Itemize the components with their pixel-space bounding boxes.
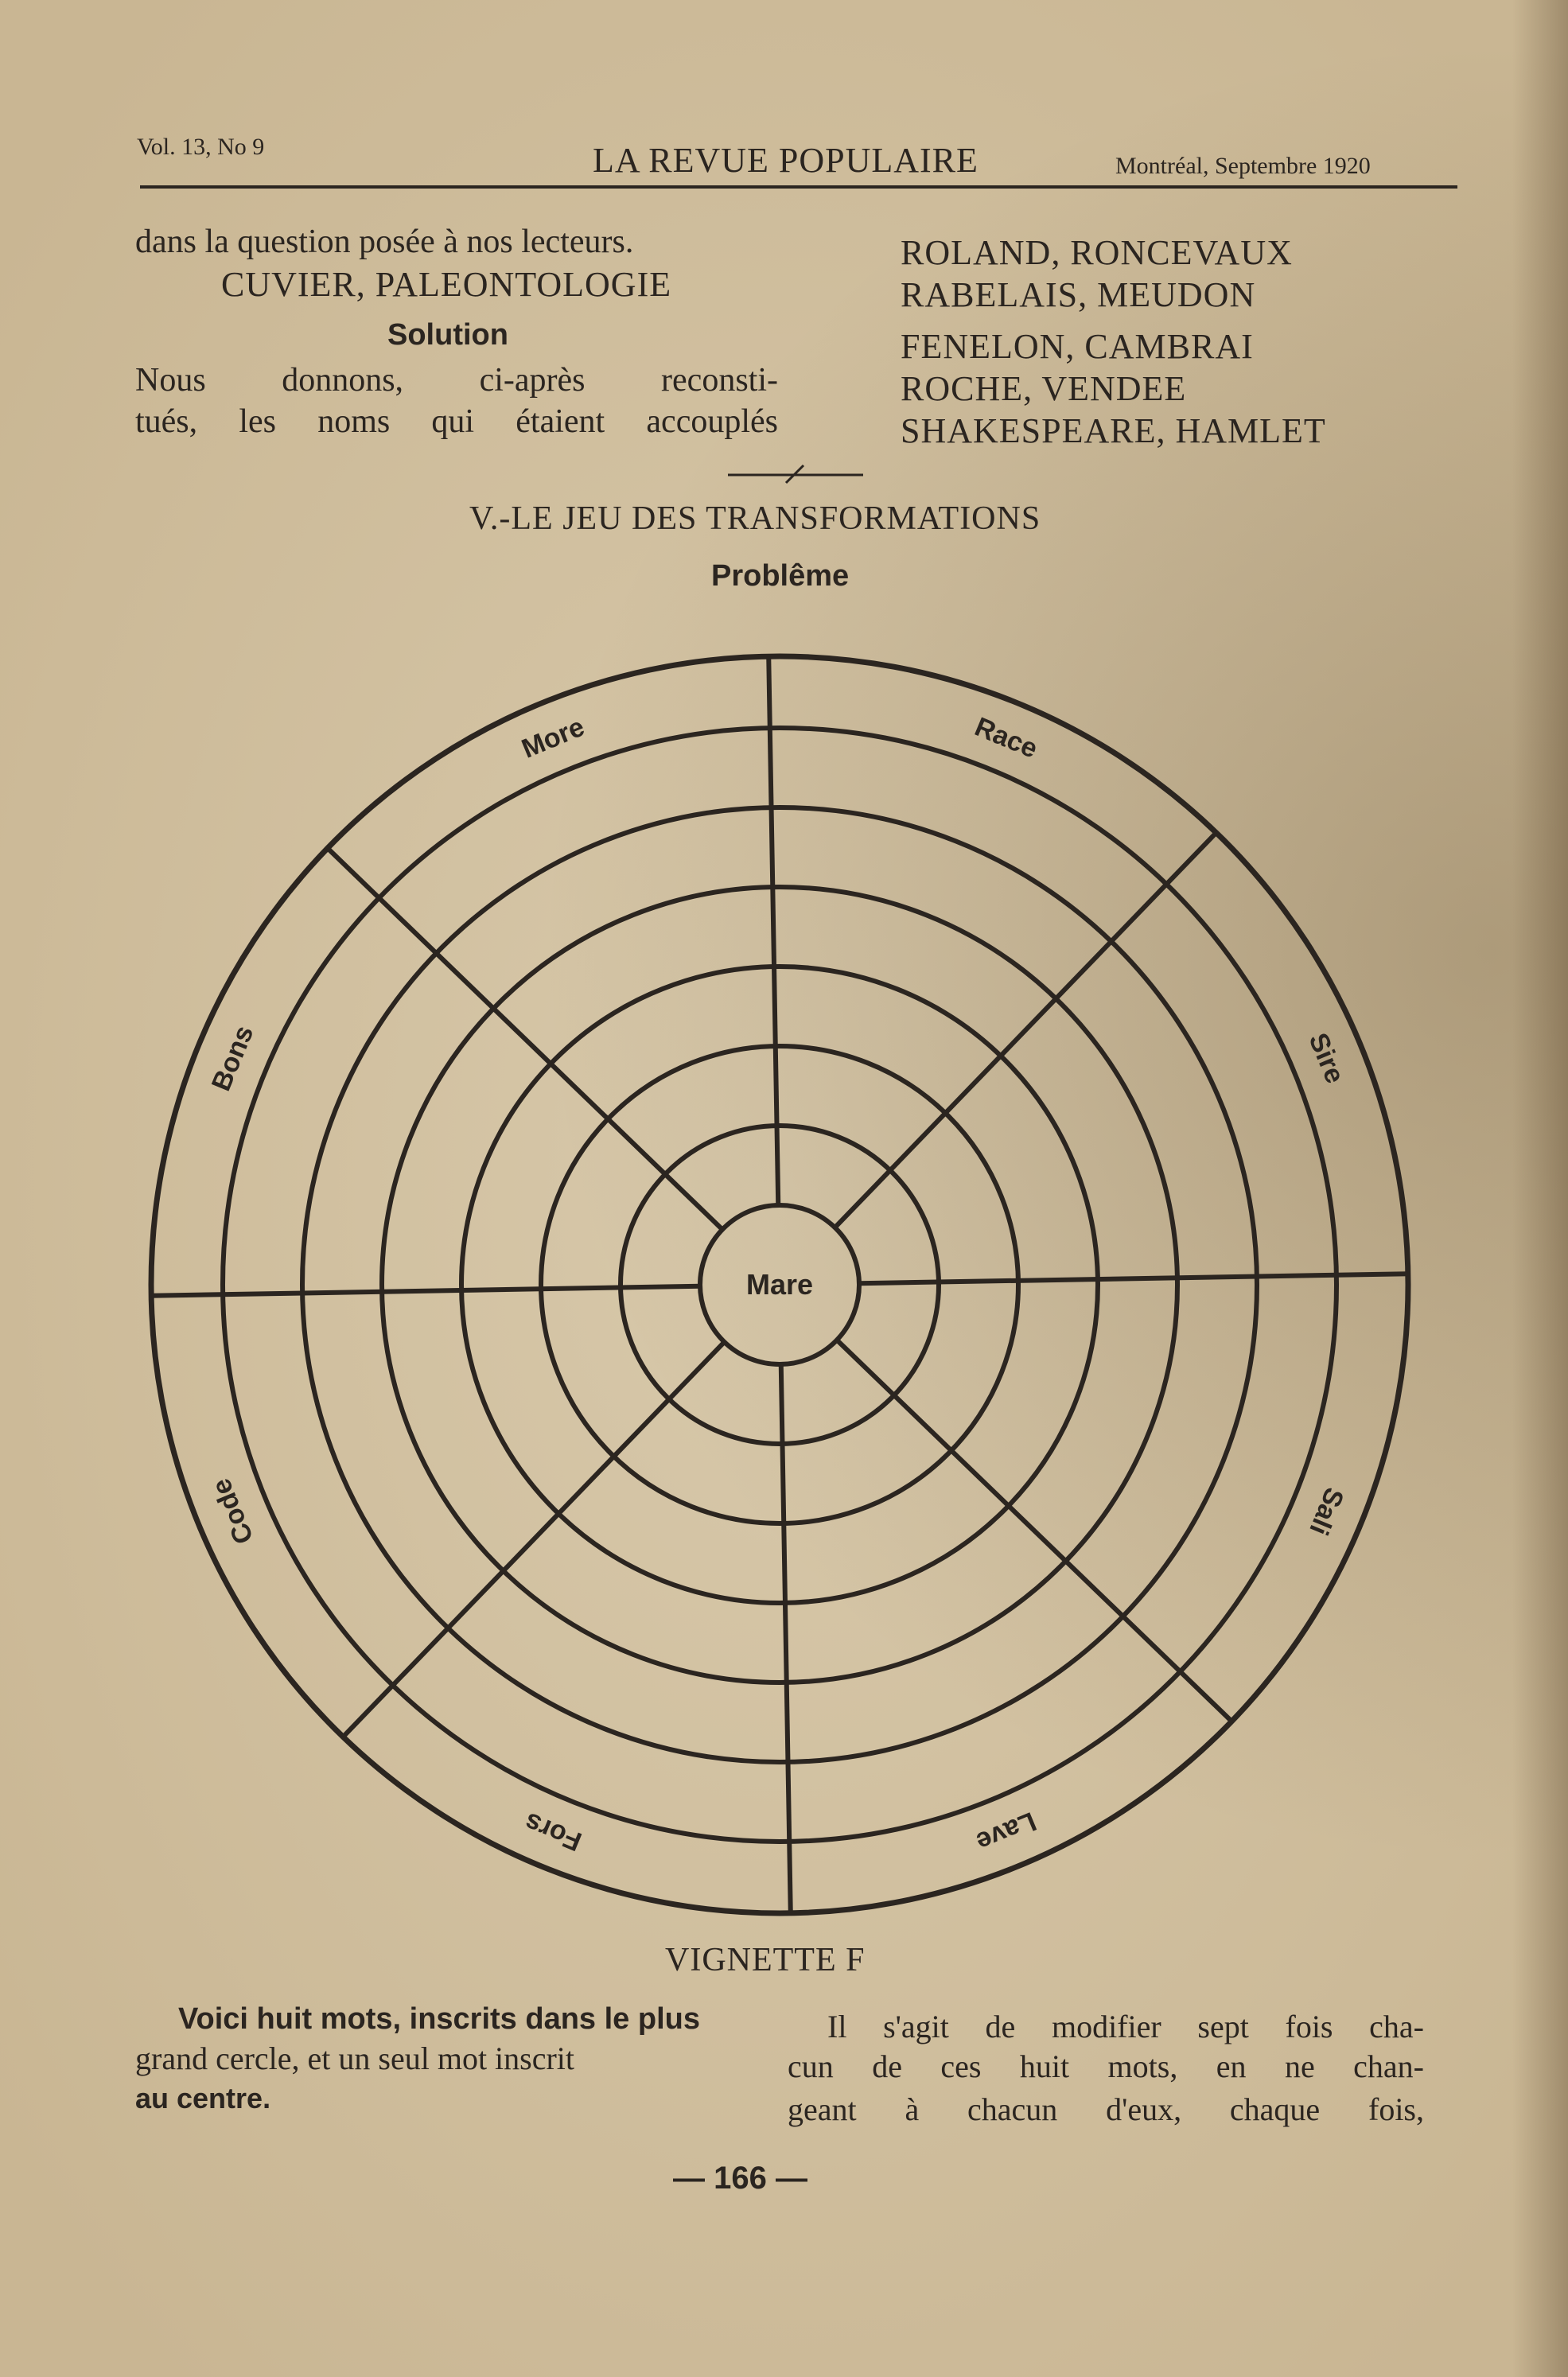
bottom-left-line-2: grand cercle, et un seul mot inscrit: [135, 2040, 575, 2076]
issue-date: Montréal, Septembre 1920: [1115, 153, 1371, 179]
name-pair-3: FENELON, CAMBRAI: [901, 327, 1254, 366]
name-pair-5: SHAKESPEARE, HAMLET: [901, 411, 1326, 450]
center-word: Mare: [745, 1268, 814, 1301]
wheel-spoke-3: [859, 1274, 1408, 1283]
solution-paragraph-line-2: tués, les noms qui étaient accouplés: [135, 403, 778, 440]
solution-paragraph-line-1: Nous donnons, ci-après reconsti-: [135, 362, 778, 399]
wheel-spoke-7: [151, 1286, 700, 1296]
section-separator: [724, 461, 867, 485]
name-pair-4: ROCHE, VENDEE: [901, 369, 1187, 408]
outer-word-sire: Sire: [1302, 1029, 1351, 1088]
bottom-right-line-2: cun de ces huit mots, en ne chan-: [788, 2048, 1424, 2084]
name-pair-1: ROLAND, RONCEVAUX: [901, 233, 1293, 272]
wheel-spoke-1: [768, 656, 778, 1205]
transformation-wheel: [119, 636, 1440, 1941]
answer-line: CUVIER, PALEONTOLOGIE: [221, 265, 672, 304]
outer-word-fors: Fors: [519, 1806, 586, 1858]
outer-word-lave: Lave: [971, 1805, 1041, 1858]
bottom-left-line-3: au centre.: [135, 2082, 271, 2114]
page-spine-shadow: [1512, 0, 1568, 2377]
volume-number: Vol. 13, No 9: [137, 134, 265, 160]
section-title: V.-LE JEU DES TRANSFORMATIONS: [469, 500, 1041, 537]
outer-word-race: Race: [970, 711, 1042, 764]
outer-word-code: Code: [205, 1474, 260, 1549]
bottom-left-line-1: Voici huit mots, inscrits dans le plus: [178, 2002, 700, 2036]
bottom-right-line-1: Il s'agit de modifier sept fois cha-: [827, 2009, 1424, 2044]
figure-caption: VIGNETTE F: [665, 1942, 866, 1978]
left-intro-line: dans la question posée à nos lecteurs.: [135, 224, 634, 260]
name-pair-2: RABELAIS, MEUDON: [901, 275, 1256, 314]
header-rule: [140, 185, 1457, 189]
outer-word-sali: Sali: [1303, 1483, 1350, 1539]
page-number: — 166 —: [673, 2161, 807, 2196]
outer-word-bons: Bons: [205, 1021, 260, 1095]
wheel-spoke-5: [781, 1364, 791, 1913]
magazine-title: LA REVUE POPULAIRE: [593, 141, 979, 180]
outer-word-more: More: [517, 711, 589, 764]
bottom-right-line-3: geant à chacun d'eux, chaque fois,: [788, 2091, 1424, 2127]
solution-heading: Solution: [387, 318, 508, 352]
section-subtitle: Problême: [711, 559, 850, 593]
